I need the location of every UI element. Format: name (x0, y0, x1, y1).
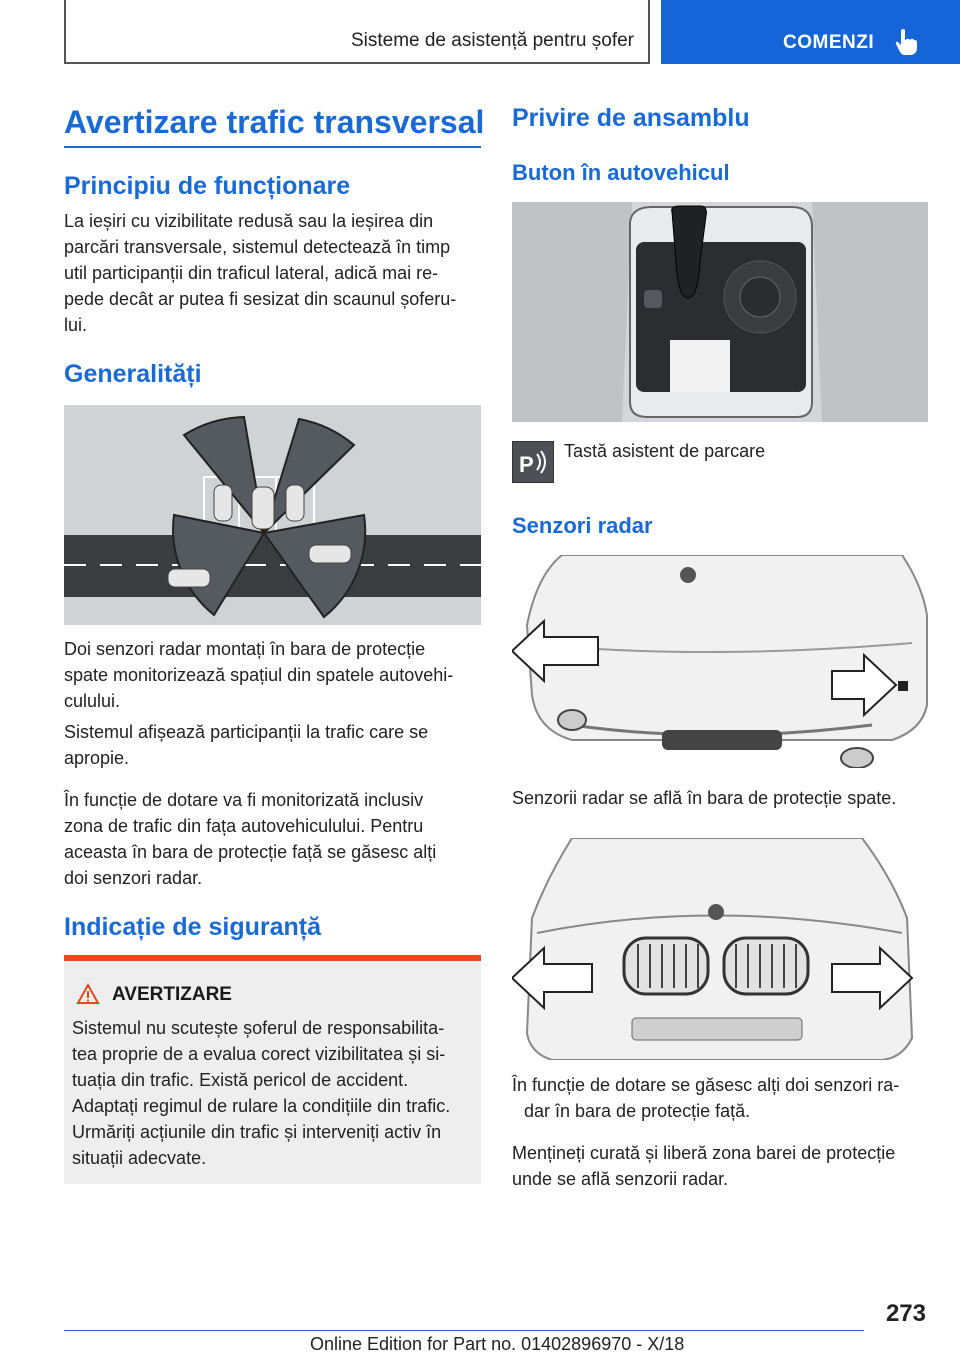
heading-principle: Principiu de funcționare (64, 172, 351, 200)
tab-comenzi[interactable] (661, 0, 960, 64)
page-number: 273 (885, 1300, 926, 1327)
heading-general: Generalități (64, 360, 202, 388)
title-divider (64, 146, 481, 148)
heading-sensors: Senzori radar (512, 513, 653, 538)
page-title: Avertizare trafic transversal (64, 104, 485, 140)
warning-box (64, 955, 481, 1184)
park-assist-icon (512, 441, 554, 483)
heading-overview: Privire de ansamblu (512, 104, 750, 132)
center-console-image (512, 202, 928, 422)
button-caption: Tastă asistent de parcare (564, 441, 766, 461)
tab-comenzi-label: COMENZI (783, 32, 875, 53)
heading-safety: Indicație de siguranță (64, 913, 322, 941)
keep-clean-text: Mențineți curată și liberă zona barei de protecție unde se află senzorii radar. (512, 1143, 896, 1189)
paragraph-general-1: Doi senzori radar montați în bara de protecție spate monitorizează spațiul din spatele autovehi- culului. (64, 639, 454, 711)
paragraph-general-2: Sistemul afișează participanții la trafic care se apropie. (64, 722, 429, 768)
pointing-hand-icon (895, 28, 917, 56)
cross-traffic-diagram (64, 405, 481, 625)
paragraph-general-3: În funcție de dotare va fi monitorizată inclusiv zona de trafic din fața autovehiculului. Pentru aceasta în bara de protecție față se găsesc alți doi senzori radar. (64, 790, 437, 888)
front-bumper-image (512, 838, 928, 1060)
svg-text:P: P (519, 452, 534, 477)
rear-caption: Senzorii radar se află în bara de protecție spate. (512, 788, 897, 808)
rear-bumper-image (512, 555, 928, 768)
footer-rule (64, 1330, 864, 1331)
front-caption: În funcție de dotare se găsesc alți doi senzori ra- dar în bara de protecție față. (512, 1075, 900, 1121)
warning-label: AVERTIZARE (112, 984, 232, 1005)
footer-edition: Online Edition for Part no. 01402896970 - X/18 (310, 1334, 685, 1354)
header-section-box (64, 0, 650, 64)
heading-button: Buton în autovehicul (512, 160, 730, 185)
header-section-title: Sisteme de asistență pentru șofer (350, 30, 634, 51)
paragraph-principle: La ieșiri cu vizibilitate redusă sau la ieșirea din parcări transversale, sistemul detectează în timp util participanții din traficul lateral, adică mai re- pede decât ar putea fi sesizat din scaunul șoferu- lui. (64, 211, 457, 335)
warning-triangle-icon (76, 983, 100, 1005)
warning-bar (64, 955, 481, 961)
warning-text: Sistemul nu scutește șoferul de responsabilita- tea proprie de a evalua corect vizibilitatea și si- tuația din trafic. Există pericol de accident. Adaptați regimul de rulare la condițiile din trafic. Urmăriți acțiunile din trafic și interveniți activ în situații adecvate. (72, 1018, 451, 1168)
